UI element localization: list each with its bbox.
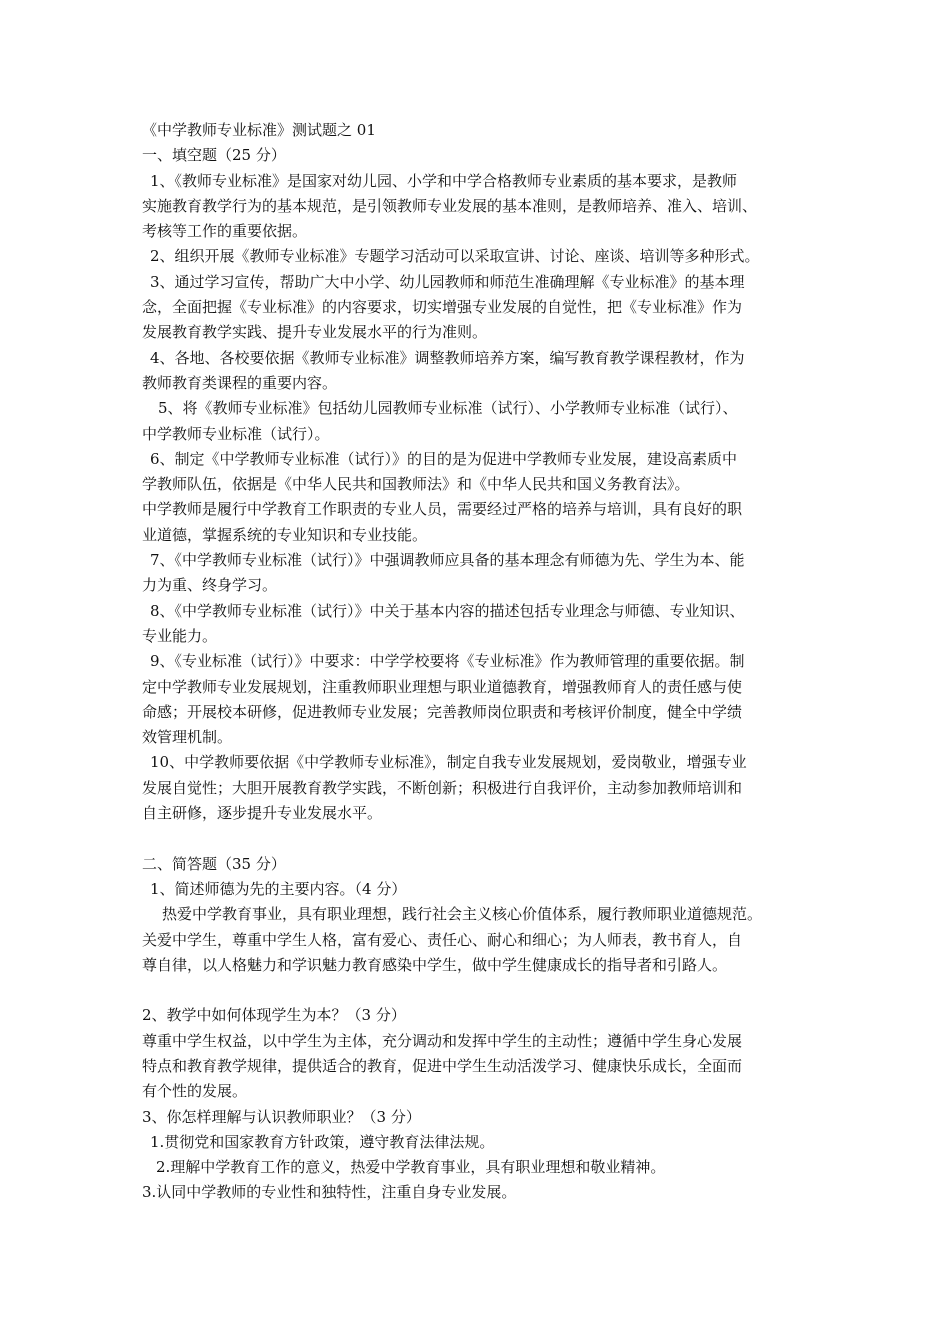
answer-line: 有个性的发展。 [142,1082,248,1101]
item-line: 命感；开展校本研修，促进教师专业发展；完善教师岗位职责和考核评价制度，健全中学绩 [142,702,743,721]
item-line: 10、中学教师要依据《中学教师专业标准》，制定自我专业发展规划，爱岗敬业，增强专业 [150,753,747,772]
answer-line: 1.贯彻党和国家教育方针政策，遵守教育法律法规。 [150,1132,495,1151]
answer-line: 3.认同中学教师的专业性和独特性，注重自身专业发展。 [142,1183,517,1202]
question-1: 1、简述师德为先的主要内容。（4 分） [150,879,407,898]
item-line: 念，全面把握《专业标准》的内容要求，切实增强专业发展的自觉性，把《专业标准》作为 [142,298,743,317]
answer-line: 尊重中学生权益，以中学生为主体，充分调动和发挥中学生的主动性；遵循中学生身心发展 [142,1031,743,1050]
item-line: 6、制定《中学教师专业标准（试行）》的目的是为促进中学教师专业发展，建设高素质中 [150,449,738,468]
item-line: 考核等工作的重要依据。 [142,222,308,241]
item-line: 力为重、终身学习。 [142,576,278,595]
spacer [142,978,812,1003]
answer-line: 2.理解中学教育工作的意义，热爱中学教育事业，具有职业理想和敬业精神。 [156,1158,666,1177]
item-line: 效管理机制。 [142,728,233,747]
document-title: 《中学教师专业标准》测试题之 01 [142,121,376,139]
answer-line: 尊自律，以人格魅力和学识魅力教育感染中学生，做中学生健康成长的指导者和引路人。 [142,955,728,974]
item-line: 学教师队伍，依据是《中华人民共和国教师法》和《中华人民共和国义务教育法》。 [142,475,690,494]
question-3: 3、你怎样理解与认识教师职业？（3 分） [142,1107,421,1126]
item-line: 7、《中学教师专业标准（试行）》中强调教师应具备的基本理念有师德为先、学生为本、能 [150,551,745,570]
question-2: 2、教学中如何体现学生为本？（3 分） [142,1006,406,1025]
answer-line: 关爱中学生，尊重中学生人格，富有爱心、责任心、耐心和细心；为人师表，教书育人，自 [142,930,743,949]
item-line: 发展教育教学实践、提升专业发展水平的行为准则。 [142,323,488,342]
spacer [142,826,812,851]
item-line: 9、《专业标准（试行）》中要求：中学学校要将《专业标准》作为教师管理的重要依据。制 [150,652,745,671]
answer-line: 热爱中学教育事业，具有职业理想，践行社会主义核心价值体系，履行教师职业道德规范。 [162,905,763,924]
item-line: 3、通过学习宣传，帮助广大中小学、幼儿园教师和师范生准确理解《专业标准》的基本理 [150,272,745,291]
item-line: 发展自觉性；大胆开展教育教学实践，不断创新；积极进行自我评价，主动参加教师培训和 [142,778,743,797]
answer-line: 特点和教育教学规律，提供适合的教育，促进中学生生动活泼学习、健康快乐成长，全面而 [142,1056,743,1075]
item-line: 定中学教师专业发展规划，注重教师职业理想与职业道德教育，增强教师育人的责任感与使 [142,677,743,696]
item-line: 业道德，掌握系统的专业知识和专业技能。 [142,525,428,544]
section-heading-short-answer: 二、简答题（35 分） [142,854,286,873]
item-line: 教师教育类课程的重要内容。 [142,373,338,392]
item-line: 实施教育教学行为的基本规范，是引领教师专业发展的基本准则，是教师培养、准入、培训、 [142,196,758,215]
item-line: 4、各地、各校要依据《教师专业标准》调整教师培养方案，编写教育教学课程教材，作为 [150,348,745,367]
item-line: 中学教师是履行中学教育工作职责的专业人员，需要经过严格的培养与培训，具有良好的职 [142,500,743,519]
item-line: 8、《中学教师专业标准（试行）》中关于基本内容的描述包括专业理念与师德、专业知识、 [150,601,745,620]
item-line: 专业能力。 [142,626,218,645]
document-page [142,118,812,1206]
item-line: 中学教师专业标准（试行）。 [142,424,330,443]
section-heading-fill-in: 一、填空题（25 分） [142,146,286,165]
item-line: 自主研修，逐步提升专业发展水平。 [142,804,383,823]
item-line: 1、《教师专业标准》是国家对幼儿园、小学和中学合格教师专业素质的基本要求，是教师 [150,171,738,190]
item-line: 5、将《教师专业标准》包括幼儿园教师专业标准（试行）、小学教师专业标准（试行）、 [158,399,738,418]
item-line: 2、组织开展《教师专业标准》专题学习活动可以采取宣讲、讨论、座谈、培训等多种形式。 [150,247,760,266]
